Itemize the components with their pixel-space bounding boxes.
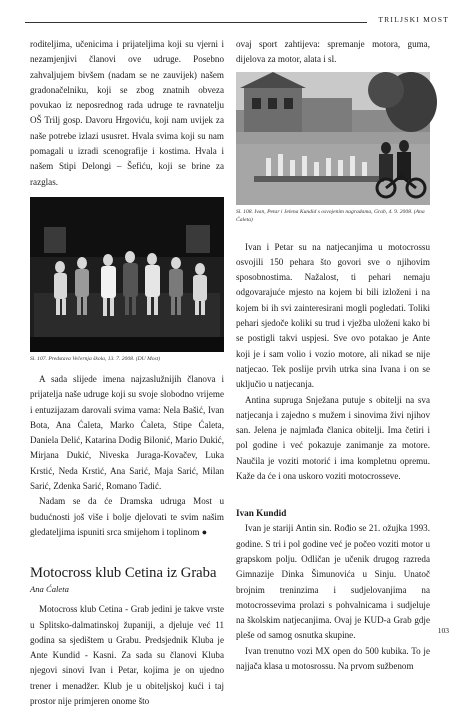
paragraph: Ivan trenutno vozi MX open do 500 kubika. To je najjača klasa u motosrossu. Na prvom sužbenom [236, 645, 430, 672]
paragraph: roditeljima, učenicima i prijateljima koji su vjerni i nezamjenjivi članovi ove udruge. Posebno zahvaljujem bivšem (nadam se ne zauvijek) našem gradonačelniku, koji se zbog znatnih obveza povukao iz neposrednog rada udruge te ravnatelju OŠ Trilj gosp. Davoru Hrgoviću, koji nam uvijek za naše potrebe izlazi ususret. Hvala svima koji su nam pomagali u izradi scenografije i kostima. Hvala i našem Stipi Delongi – Šefiću, koji se brine za razglas. [30, 39, 224, 187]
running-header [25, 13, 449, 29]
subheading: Ivan Kundid [236, 508, 287, 519]
paragraph: Motocross klub Cetina - Grab jedini je takve vrste u Splitsko-dalmatinskoj županiji, a djeluje već 11 godina sa sjedištem u Grabu. Predsjednik Kluba je Ante Kundid - Kasni. Za sada su članovi Kluba njegovi sinovi Ivan i Petar, kojima je on ujedno trener i menadžer. Klub je u obiteljskoj kući i taj prostor nije primjeren onome što [30, 604, 224, 707]
photo-caption: Sl. 107. Predstava Večernja škola, 13. 7. 2008. (DU Most) [30, 355, 161, 362]
section-author: Ana Ćaleta [30, 584, 69, 595]
right-column [236, 37, 430, 674]
paragraph: Nadam se da će Dramska udruga Most u budućnosti još više i bolje djelovati te svim našim gledateljima ispuniti srca smijehom i toplinom ● [30, 496, 224, 537]
photo-kundid-family [236, 72, 430, 205]
photo-caption: Sl. 108. Ivan, Petar i Jelena Kundid s osvojenim nagradama, Grab, 4. 9. 2008. (Ana Ćaleta) [236, 208, 425, 223]
header-title: TRILJSKI MOST [378, 15, 449, 24]
paragraph: Antina supruga Snježana putuje s obitelji na sva natjecanja i zajedno s mužem i sinovima živi njihov san. Jelena je najmlađa članica obitelji. Ima četiri i pol godine i već pokazuje zanimanje za motore. Naučila je voziti motorić i ima kompletnu opremu. Kaže da će i ona uskoro voziti motocrosseve. [236, 394, 430, 482]
left-column [30, 37, 224, 709]
page-number: 103 [437, 626, 449, 635]
paragraph: Ivan i Petar su na natjecanjima u motocrossu osvojili 150 pehara što govori sve o njihovim sposobnostima. Nažalost, ti pehari nemaju odgovarajuće mjesto na kojem bi bili izloženi i na kojem bi ih svi zainteresirani mogli pogledati. Toliki pehari sjedoče koliki su trud i vježba uloženi kako bi se postigli takvi uspjesi. Sve ovo potakao je Ante koji je i sam volio i vozio motore, ali nikad se nije natjecao. Tek poslije prvih utrka sina Ivana i on se uključio u natjecanja. [236, 241, 430, 390]
photo-theatre-performance [30, 197, 224, 352]
section-title: Motocross klub Cetina iz Graba [30, 565, 217, 582]
header-rule [25, 22, 367, 23]
paragraph: ovaj sport zahtijeva: spremanje motora, guma, dijelova za motor, alata i sl. [236, 39, 430, 65]
paragraph: A sada slijede imena najzaslužnijih članova i prijatelja naše udruge koji su svoje slobodno vrijeme i entuzijazam darovali svima vama: Nela Bašić, Ivan Bota, Ana Ćaleta, Marko Ćaleta, Stipe Ćaleta, Daniela Delić, Katarina Dodig Bilonić, Mario Dukić, Mirjana Dukić, Niveska Juraga-Kovačev, Luka Krstić, Neda Krstić, Ana Sarić, Maja Sarić, Milan Sarić, Zdenka Sarić, Romano Tadić. [30, 373, 224, 492]
paragraph: Ivan je stariji Antin sin. Rođio se 21. ožujka 1993. godine. S tri i pol godine već je počeo voziti motor u grapskom polju. Odličan je učenik drugog razreda Gimnazije Dinka Šimunovića u Sinju. Unatoč brojnim treninzima i sudjelovanjima na motocrossevima prolazi s pohvalnicama i sudjeluje na školskim natjecanjima. Ovaj je KUD-a Grab gdje pleše od samog osnutka skupine. [236, 523, 430, 641]
